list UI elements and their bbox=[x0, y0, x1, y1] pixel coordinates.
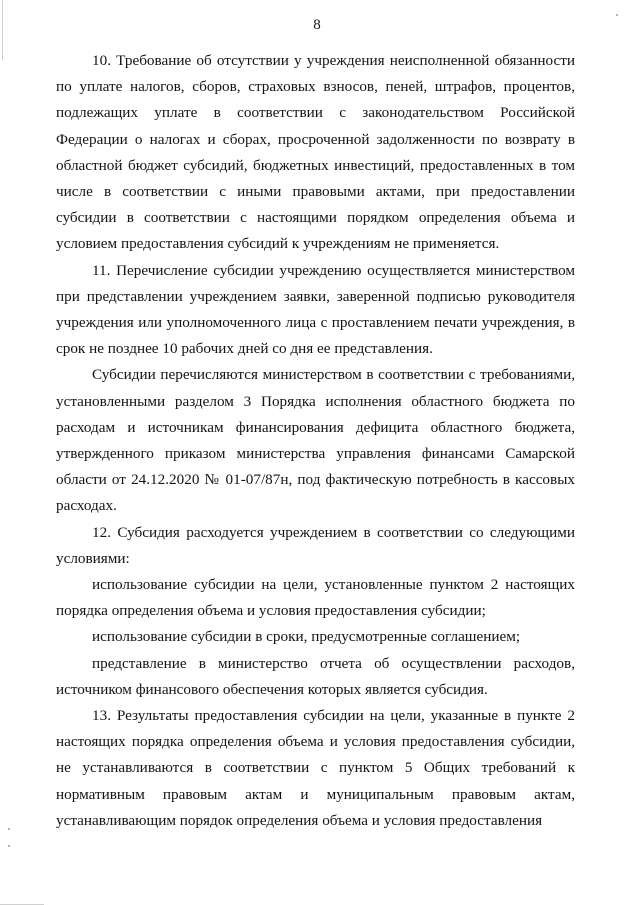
scan-speck bbox=[616, 14, 618, 16]
page-number: 8 bbox=[313, 17, 321, 33]
paragraph-11-transfer: Субсидии перечисляются министерством в соответствии с требованиями, установленными разделом 3 Порядка исполнения областного бюджета по расходам и источникам финансирования дефицита областного бюджета, утвержденного приказом министерства управления финансами Самарской области от 24.12.2020 № 01-07/87н, под фактическую потребность в кассовых расходах. bbox=[56, 366, 575, 515]
paragraph-12-condition-2: использование субсидии в сроки, предусмотренные соглашением; bbox=[92, 628, 521, 646]
paragraph-12-condition-1: использование субсидии на цели, установленные пунктом 2 настоящих порядка определения объема и условия предоставления субсидии; bbox=[56, 576, 575, 620]
paragraph-10: 10. Требование об отсутствии у учреждения неисполненной обязанности по уплате налогов, сборов, страховых взносов, пеней, штрафов, процентов, подлежащих уплате в соответствии с законодательством Российской Федерации о налогах и сборах, просроченной задолженности по возврату в областной бюджет субсидий, бюджетных инвестиций, предоставленных в том числе в соответствии с иными правовыми актами, при предоставлении субсидии в соответствии с настоящими порядком определения объема и условием предоставления субсидий к учреждениям не применяется. bbox=[56, 52, 575, 253]
paragraph-12: 12. Субсидия расходуется учреждением в соответствии со следующими условиями: bbox=[56, 523, 575, 567]
scan-speck bbox=[8, 845, 10, 847]
scan-speck bbox=[8, 828, 10, 830]
paragraph-13: 13. Результаты предоставления субсидии на цели, указанные в пункте 2 настоящих порядка определения объема и условия предоставления субсидии, не устанавливаются в соответствии с пунктом 5 Общих требований к нормативным правовым актам и муниципальным правовым актам, устанавливающим порядок определения объема и условия предоставления bbox=[56, 707, 575, 829]
paragraph-12-condition-3: представление в министерство отчета об осуществлении расходов, источником финансового обеспечения которых является субсидия. bbox=[56, 654, 575, 698]
document-body bbox=[56, 48, 575, 834]
paragraph-11: 11. Перечисление субсидии учреждению осуществляется министерством при представлении учреждением заявки, заверенной подписью руководителя учреждения или уполномоченного лица с проставлением печати учреждения, в срок не позднее 10 рабочих дней со дня ее представления. bbox=[56, 261, 575, 358]
